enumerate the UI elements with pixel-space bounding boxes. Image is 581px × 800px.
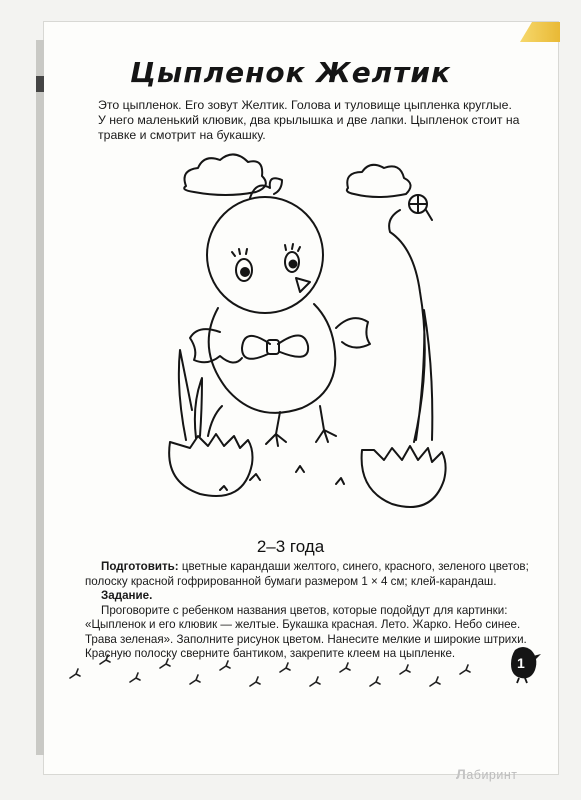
- task-label: Задание.: [101, 589, 153, 602]
- page-number: 1: [517, 655, 525, 671]
- bird-footprint-icon: [310, 677, 320, 686]
- prepare-paragraph: [85, 560, 531, 589]
- bird-footprint-icon: [190, 675, 200, 684]
- watermark: [456, 766, 517, 782]
- bird-footprint-icon: [400, 665, 410, 674]
- eggshell-icon: [362, 446, 446, 507]
- bird-footprint-icon: [70, 669, 80, 678]
- bird-footprint-icon: [430, 677, 440, 686]
- bird-footprint-icon: [100, 655, 110, 664]
- cloud-icon: [347, 165, 411, 197]
- page-number-bird-icon: [505, 642, 545, 684]
- chick-wing-left: [190, 329, 242, 362]
- bird-footprint-icon: [340, 663, 350, 672]
- bird-footprint-icon: [280, 663, 290, 672]
- prepare-label: Подготовить:: [101, 560, 179, 573]
- age-heading: 2–3 года: [256, 537, 325, 556]
- bird-footprint-icon: [460, 665, 470, 674]
- chick-head: [207, 197, 323, 313]
- bird-footprint-icon: [160, 659, 170, 668]
- grass-icon: [389, 210, 432, 442]
- eggshell-icon: [169, 434, 252, 496]
- chick-wing-right: [336, 318, 370, 347]
- footprint-trail: [60, 638, 510, 698]
- task-label-line: [85, 589, 531, 604]
- chick-body: [209, 304, 336, 413]
- prepare-text: цветные карандаши желтого, синего, красного, зеленого цветов; полоску красной гофрированной бумаги размером 1 × 4 см; клей-карандаш.: [85, 560, 529, 588]
- watermark-text: абиринт: [466, 768, 518, 782]
- grass-icon: [179, 350, 222, 440]
- bird-footprint-icon: [370, 677, 380, 686]
- chick-illustration: [100, 150, 460, 535]
- bow-icon: [242, 335, 308, 358]
- bird-footprint-icon: [220, 661, 230, 670]
- watermark-logo: Л: [456, 766, 467, 782]
- page-title: Цыпленок Желтик: [129, 56, 452, 89]
- bird-footprint-icon: [130, 673, 140, 682]
- intro-paragraph: Это цыпленок. Его зовут Желтик. Голова и туловище цыпленка круглые. У него маленький клювик, два крылышка и две лапки. Цыпленок стоит на травке и смотрит на букашку.: [98, 98, 520, 142]
- bird-footprint-icon: [250, 677, 260, 686]
- chick-beak: [296, 278, 310, 292]
- task-text: Проговорите с ребенком названия цветов, которые подойдут для картинки: «Цыпленок и его клювик — желтые. Букашка красная. Лето. Жарко. Небо синее. Трава зеленая». Заполните рисунок цветом. Нанесите мелкие и широкие штрихи. Красную полоску сверните бантиком, закрепите клеем на цыпленке.: [85, 603, 527, 660]
- book-binding: [36, 40, 44, 755]
